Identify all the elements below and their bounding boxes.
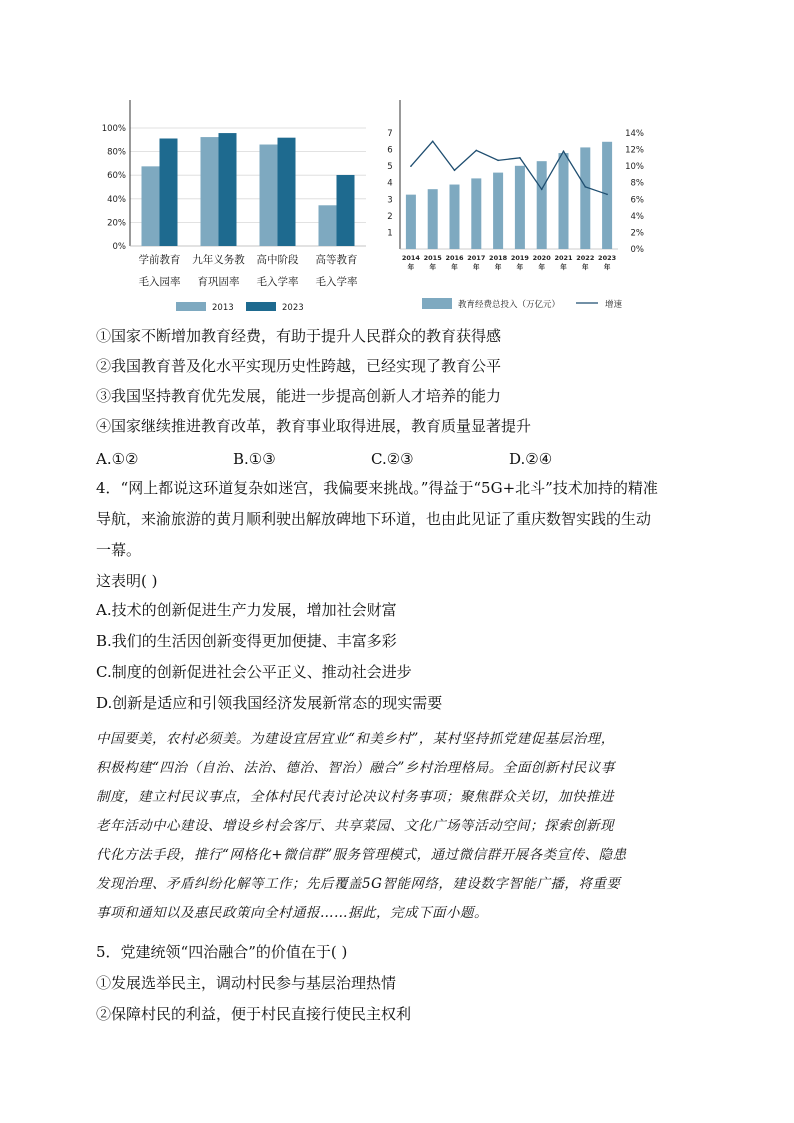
legend-swatch-2023 <box>246 302 276 311</box>
legend-label: 增速 <box>605 300 623 310</box>
growth-rate-point <box>432 140 434 142</box>
category-label: 毛入园率 <box>138 276 181 288</box>
material-line-6: 发现治理、矛盾纠纷化解等工作；先后覆盖5G智能网络，建设数字智能广播，将重要 <box>96 876 621 892</box>
x-tick-label: 2018 <box>489 254 508 262</box>
legend-label: 教育经费总投入（万亿元） <box>458 300 561 310</box>
q4-line-1: 4．“网上都说这环道复杂如迷宫，我偏要来挑战。”得益于“5G+北斗”技术加持的精准 <box>96 479 658 497</box>
y-right-tick-label: 2% <box>630 228 644 239</box>
growth-rate-point <box>606 194 608 196</box>
y-left-tick-label: 7 <box>387 129 393 139</box>
growth-rate-point <box>410 165 412 167</box>
q3-statement-1: ①国家不断增加教育经费，有助于提升人民群众的教育获得感 <box>96 327 502 345</box>
q3-statement-3: ③我国坚持教育优先发展，能进一步提高创新人才培养的能力 <box>96 387 502 405</box>
q4-option-c: C.制度的创新促进社会公平正义、推动社会进步 <box>96 663 412 681</box>
bar-2023 <box>219 133 237 246</box>
bar-2013 <box>142 166 160 246</box>
x-tick-label: 2014 <box>401 254 420 262</box>
q3-option-b: B.①③ <box>233 450 276 468</box>
legend-swatch-2013 <box>176 302 206 311</box>
q4-option-d: D.创新是适应和引领我国经济发展新常态的现实需要 <box>96 694 443 712</box>
q3-option-d: D.②④ <box>509 450 553 468</box>
bar-2013 <box>319 205 337 246</box>
y-right-tick-label: 0% <box>630 245 644 255</box>
growth-rate-point <box>585 186 587 188</box>
y-right-tick-label: 10% <box>625 162 644 173</box>
y-left-tick-label: 6 <box>387 145 393 156</box>
x-tick-label: 2017 <box>467 254 486 262</box>
x-tick-suffix: 年 <box>603 263 611 271</box>
x-tick-suffix: 年 <box>560 263 567 271</box>
y-tick-label: 20% <box>107 218 126 229</box>
y-tick-label: 80% <box>107 147 126 158</box>
bar-funding <box>515 166 525 249</box>
y-right-tick-label: 14% <box>625 129 644 139</box>
material-line-7: 事项和通知以及惠民政策向全村通报……据此，完成下面小题。 <box>96 905 488 921</box>
q5-stem: 5．党建统领“四治融合”的价值在于( ) <box>96 943 348 961</box>
y-tick-label: 0% <box>112 242 126 252</box>
q4-option-a: A.技术的创新促进生产力发展，增加社会财富 <box>96 601 397 619</box>
x-tick-suffix: 年 <box>582 263 589 271</box>
x-tick-label: 2015 <box>423 254 442 262</box>
q4-line-3: 一幕。 <box>96 541 142 559</box>
category-label: 育巩固率 <box>197 276 240 288</box>
x-tick-suffix: 年 <box>407 263 415 271</box>
bar-funding <box>406 195 416 249</box>
y-tick-label: 40% <box>107 194 126 205</box>
bar-funding <box>580 147 590 249</box>
growth-rate-point <box>563 150 565 152</box>
q4-option-b: B.我们的生活因创新变得更加便捷、丰富多彩 <box>96 632 397 650</box>
x-tick-suffix: 年 <box>473 263 480 271</box>
growth-rate-point <box>476 150 478 152</box>
bar-funding <box>537 161 547 249</box>
x-tick-suffix: 年 <box>451 263 458 271</box>
bar-line-chart-education-funding <box>378 96 668 318</box>
q3-statement-2: ②我国教育普及化水平实现历史性跨越，已经实现了教育公平 <box>96 357 502 375</box>
bar-chart-education-rates <box>96 96 386 318</box>
y-right-tick-label: 8% <box>630 178 644 189</box>
bar-2023 <box>337 175 355 246</box>
charts-figure <box>96 96 666 318</box>
bar-2013 <box>260 145 278 246</box>
legend-swatch-funding <box>422 298 452 309</box>
q3-option-c: C.②③ <box>371 450 414 468</box>
bar-funding <box>559 153 569 249</box>
x-tick-suffix: 年 <box>494 263 502 271</box>
category-label: 高中阶段 <box>256 254 299 266</box>
y-right-tick-label: 6% <box>630 195 644 206</box>
x-tick-label: 2016 <box>445 254 464 262</box>
category-label: 九年义务教 <box>192 254 245 266</box>
material-line-4: 老年活动中心建设、增设乡村会客厅、共享菜园、文化广场等活动空间；探索创新现 <box>96 818 614 834</box>
q3-option-a: A.①② <box>96 450 139 468</box>
legend-label: 2023 <box>282 303 304 313</box>
x-tick-suffix: 年 <box>516 263 524 271</box>
material-line-3: 制度，建立村民议事点，全体村民代表讨论决议村务事项；聚焦群众关切，加快推进 <box>96 789 614 805</box>
x-tick-label: 2019 <box>510 254 529 262</box>
q3-statement-4: ④国家继续推进教育改革，教育事业取得进展，教育质量显著提升 <box>96 417 532 435</box>
y-left-tick-label: 4 <box>387 178 393 189</box>
category-label: 学前教育 <box>138 254 181 266</box>
q4-line-2: 导航，来渝旅游的黄月顺利驶出解放碑地下环道，也由此见证了重庆数智实践的生动 <box>96 510 652 528</box>
growth-rate-line <box>411 141 607 194</box>
x-tick-label: 2022 <box>576 254 595 262</box>
growth-rate-point <box>497 160 499 162</box>
q5-statement-1: ①发展选举民主，调动村民参与基层治理热情 <box>96 974 397 992</box>
bar-2023 <box>278 138 296 246</box>
y-left-tick-label: 5 <box>387 162 393 173</box>
category-label: 高等教育 <box>315 254 358 266</box>
category-label: 毛入学率 <box>256 276 299 288</box>
material-line-1: 中国要美，农村必须美。为建设宜居宜业“和美乡村”，某村坚持抓党建促基层治理， <box>96 731 615 747</box>
q4-stem: 这表明( ) <box>96 572 158 590</box>
q5-statement-2: ②保障村民的利益，便于村民直接行使民主权利 <box>96 1005 412 1023</box>
y-tick-label: 60% <box>107 171 126 182</box>
y-right-tick-label: 12% <box>625 145 644 156</box>
x-tick-suffix: 年 <box>538 263 545 271</box>
growth-rate-point <box>454 169 456 171</box>
bar-funding <box>602 142 612 249</box>
bar-funding <box>471 178 481 249</box>
material-line-5: 代化方法手段，推行“网格化+微信群”服务管理模式，通过微信群开展各类宣传、隐患 <box>96 847 627 863</box>
material-line-2: 积极构建“四治（自治、法治、德治、智治）融合”乡村治理格局。全面创新村民议事 <box>96 760 615 776</box>
x-tick-label: 2020 <box>532 254 551 262</box>
bar-funding <box>428 189 438 249</box>
bar-2013 <box>201 137 219 246</box>
growth-rate-point <box>519 157 521 159</box>
category-label: 毛入学率 <box>315 276 358 288</box>
x-tick-suffix: 年 <box>429 263 436 271</box>
bar-2023 <box>160 139 178 246</box>
growth-rate-point <box>541 189 543 191</box>
bar-funding <box>493 173 503 249</box>
x-tick-label: 2021 <box>554 254 573 262</box>
legend-label: 2013 <box>212 303 234 313</box>
y-left-tick-label: 3 <box>387 195 393 206</box>
x-tick-label: 2023 <box>598 254 617 262</box>
y-left-tick-label: 1 <box>387 228 393 239</box>
y-left-tick-label: 2 <box>387 211 393 222</box>
y-right-tick-label: 4% <box>630 211 644 222</box>
y-tick-label: 100% <box>101 124 126 134</box>
bar-funding <box>450 185 460 249</box>
